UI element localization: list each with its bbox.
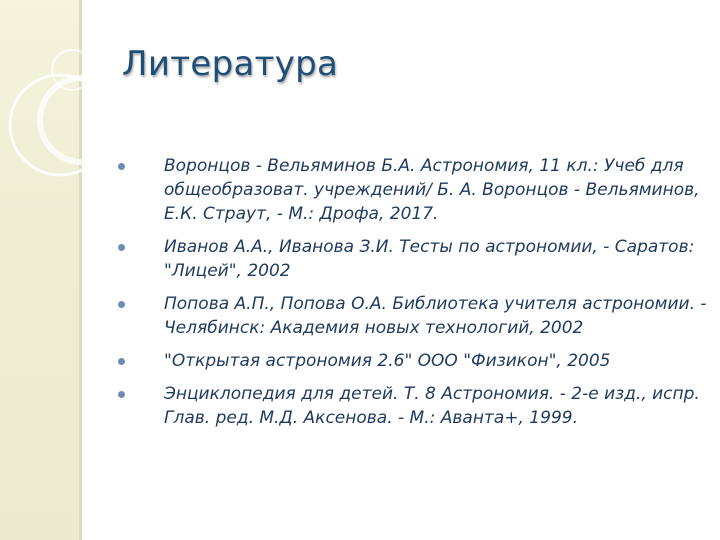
reference-text: "Открытая астрономия 2.6" ООО "Физикон", 2005 [164,351,611,371]
reference-item [118,382,710,430]
slide-title: Литература [122,44,339,84]
references-list [118,154,710,439]
reference-item [118,154,710,226]
reference-text: Энциклопедия для детей. Т. 8 Астрономия. - 2-е изд., испр. Глав. ред. М.Д. Аксенова. - М.: Аванта+, 1999. [164,384,700,428]
bullet-dot-icon [118,163,125,170]
bullet-dot-icon [118,358,125,365]
bullet-dot-icon [118,244,125,251]
bullet-dot-icon [118,391,125,398]
reference-text: Попова А.П., Попова О.А. Библиотека учителя астрономии. - Челябинск: Академия новых технологий, 2002 [164,294,707,338]
reference-item [118,235,710,283]
decorative-ring-inner [40,78,124,162]
reference-item [118,349,710,373]
bullet-dot-icon [118,301,125,308]
reference-text: Воронцов - Вельяминов Б.А. Астрономия, 11 кл.: Учеб для общеобразоват. учреждений/ Б. А. Воронцов - Вельяминов, Е.К. Страут, - М.: Дрофа, 2017. [164,156,700,224]
reference-item [118,292,710,340]
decorative-ring-small [52,50,92,90]
reference-text: Иванов А.А., Иванова З.И. Тесты по астрономии, - Саратов: "Лицей", 2002 [164,237,695,281]
